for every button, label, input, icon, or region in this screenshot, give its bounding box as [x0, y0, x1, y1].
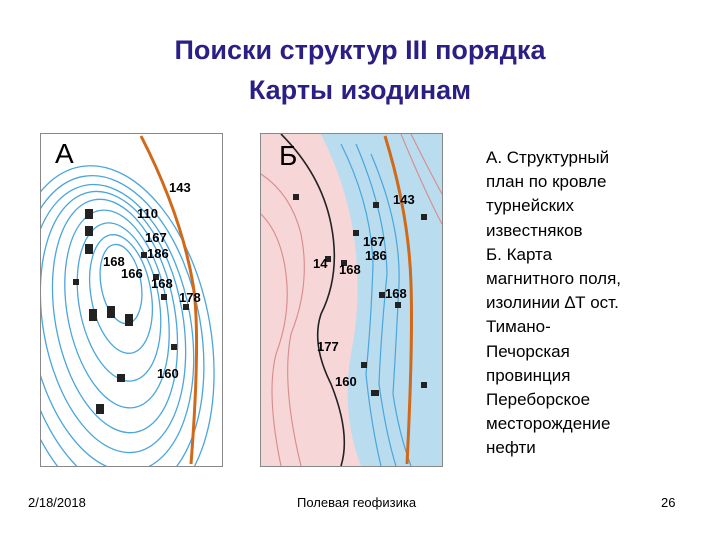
footer-date: 2/18/2018: [28, 495, 86, 510]
map-a-letter: А: [55, 138, 74, 169]
well-label: 178: [179, 290, 201, 305]
map-b-letter: Б: [279, 140, 298, 171]
well-label: 160: [335, 374, 357, 389]
well-label: 167: [145, 230, 167, 245]
caption-line: план по кровле: [486, 172, 607, 192]
caption-line: магнитного поля,: [486, 269, 621, 289]
well-label: 110: [137, 206, 158, 221]
well-label: 168: [339, 262, 361, 277]
slide-title-line1: Поиски структур III порядка: [174, 35, 546, 65]
well-label: 143: [169, 180, 191, 195]
caption-line: нефти: [486, 438, 536, 458]
footer-course-name: Полевая геофизика: [297, 495, 417, 510]
caption-line: Печорская: [486, 341, 570, 361]
well-label: 177: [317, 339, 339, 354]
caption-line: известняков: [486, 220, 583, 240]
caption-line: А. Структурный: [486, 148, 610, 167]
map-b-magnetic-field: [260, 133, 443, 467]
caption-line: Б. Карта: [486, 244, 553, 264]
map-caption: [486, 146, 686, 461]
caption-line: турнейских: [486, 196, 575, 216]
slide-title-line2: Карты изодинам: [248, 75, 472, 105]
well-label: 186: [147, 246, 169, 261]
caption-line: изолинии ∆Т ост.: [486, 293, 619, 313]
well-label: 168: [385, 286, 407, 301]
well-label: 186: [365, 248, 387, 263]
map-b-svg: [261, 134, 442, 466]
well-label: 166: [121, 266, 143, 281]
footer-page-number: 26: [661, 495, 676, 510]
well-label: 143: [393, 192, 415, 207]
well-label: 168: [151, 276, 173, 291]
well-label: 160: [157, 366, 179, 381]
well-label: 168: [103, 254, 125, 269]
caption-line: Переборское: [486, 390, 591, 410]
caption-line: провинция: [486, 365, 571, 385]
map-a-structural-plan: [40, 133, 223, 467]
caption-line: Тимано-: [486, 317, 551, 337]
caption-line: месторождение: [486, 414, 611, 434]
well-label: 167: [363, 234, 385, 249]
well-label: 14: [313, 256, 328, 271]
